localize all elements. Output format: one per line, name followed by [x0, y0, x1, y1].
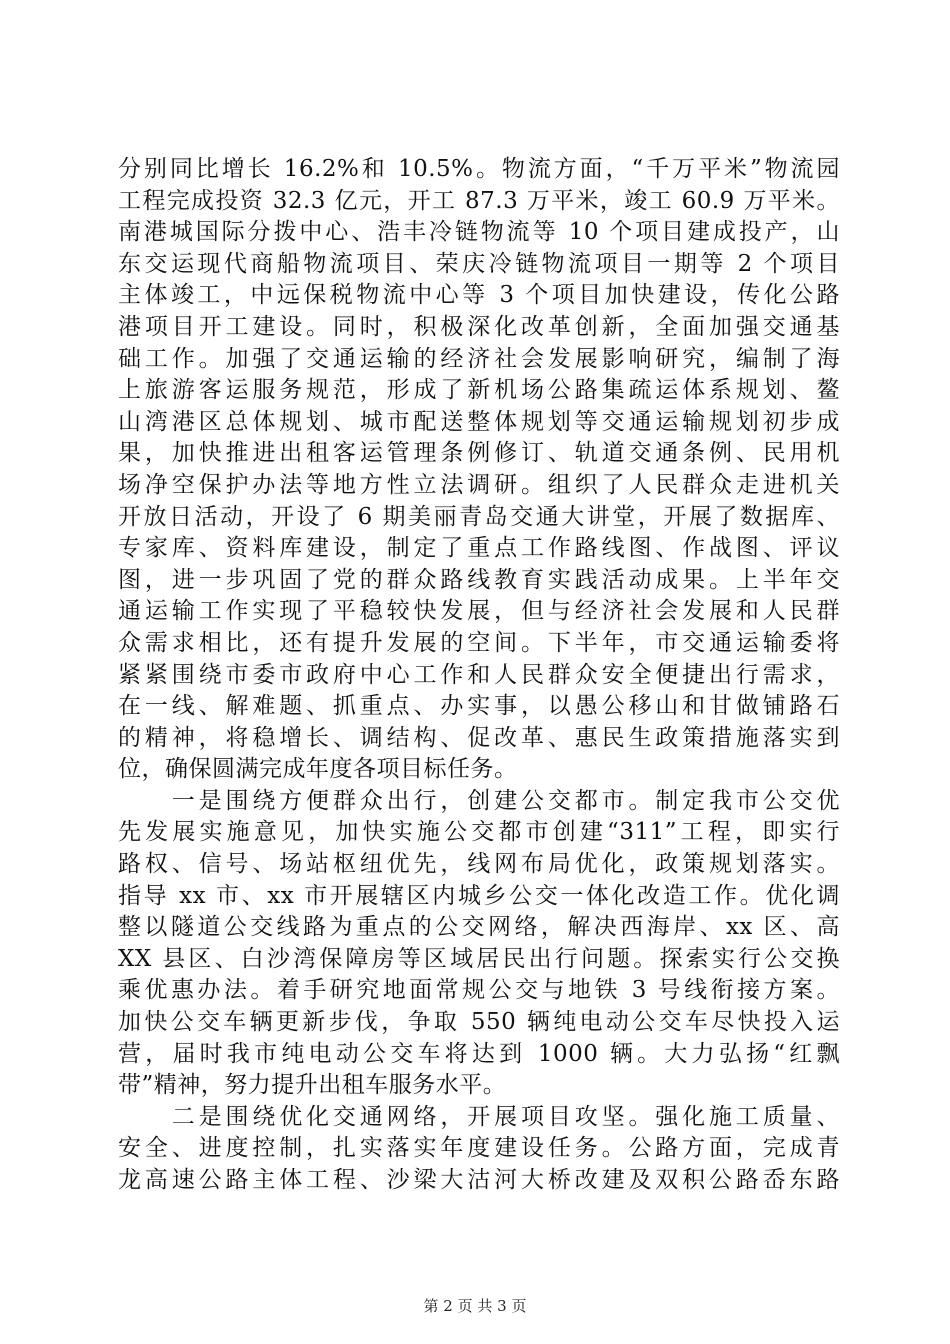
text-line: 路权、信号、场站枢纽优先，线网布局优化，政策规划落实。: [118, 851, 840, 878]
text-line: XX 县区、白沙湾保障房等区域居民出行问题。探索实行公交换: [118, 945, 840, 972]
text-line: 龙高速公路主体工程、沙梁大沽河大桥改建及双积公路岙东路: [118, 1167, 840, 1193]
text-line: 开放日活动，开设了 6 期美丽青岛交通大讲堂，开展了数据库、: [118, 503, 840, 530]
paragraph-first-line: 二是围绕优化交通网络，开展项目攻坚。强化施工质量、: [118, 1103, 840, 1130]
text-line: 图，进一步巩固了党的群众路线教育实践活动成果。上半年交: [118, 566, 840, 593]
text-line: 南港城国际分拨中心、浩丰冷链物流等 10 个项目建成投产，山: [118, 219, 840, 246]
page-number-footer: 第 2 页 共 3 页: [423, 1297, 527, 1315]
text-line: 先发展实施意见，加快实施公交都市创建“311”工程，即实行: [118, 819, 840, 846]
text-line: 营，届时我市纯电动公交车将达到 1000 辆。大力弘扬“红飘: [118, 1040, 840, 1067]
text-line: 主体竣工，中远保税物流中心等 3 个项目加快建设，传化公路: [118, 282, 840, 309]
text-line: 在一线、解难题、抓重点、办实事，以愚公移山和甘做铺路石: [118, 693, 840, 720]
text-line: 整以隧道公交线路为重点的公交网络，解决西海岸、xx 区、高: [118, 914, 840, 941]
text-line: 东交运现代商船物流项目、荣庆冷链物流项目一期等 2 个项目: [118, 250, 840, 277]
text-line: 指导 xx 市、xx 市开展辖区内城乡公交一体化改造工作。优化调: [118, 882, 840, 909]
text-line: 山湾港区总体规划、城市配送整体规划等交通运输规划初步成: [118, 408, 840, 435]
text-line: 专家库、资料库建设，制定了重点工作路线图、作战图、评议: [118, 535, 840, 562]
text-line: 分别同比增长 16.2%和 10.5%。物流方面，“千万平米”物流园: [118, 156, 840, 182]
text-line: 安全、进度控制，扎实落实年度建设任务。公路方面，完成青: [118, 1135, 840, 1162]
text-line: 上旅游客运服务规范，形成了新机场公路集疏运体系规划、鳌: [118, 377, 840, 404]
text-line: 紧紧围绕市委市政府中心工作和人民群众安全便捷出行需求，: [118, 661, 840, 688]
text-line: 工程完成投资 32.3 亿元，开工 87.3 万平米，竣工 60.9 万平米。: [118, 187, 840, 214]
text-line: 的精神，将稳增长、调结构、促改革、惠民生政策措施落实到: [118, 724, 840, 751]
text-line: 加快公交车辆更新步伐，争取 550 辆纯电动公交车尽快投入运: [118, 1009, 840, 1036]
paragraph-end-line: 带”精神，努力提升出租车服务水平。: [118, 1072, 507, 1099]
text-line: 果，加快推进出租客运管理条例修订、轨道交通条例、民用机: [118, 440, 840, 467]
paragraph-first-line: 一是围绕方便群众出行，创建公交都市。制定我市公交优: [118, 787, 840, 814]
text-line: 港项目开工建设。同时，积极深化改革创新，全面加强交通基: [118, 313, 840, 340]
text-line: 众需求相比，还有提升发展的空间。下半年，市交通运输委将: [118, 629, 840, 656]
text-line: 场净空保护办法等地方性立法调研。组织了人民群众走进机关: [118, 471, 840, 498]
text-line: 乘优惠办法。着手研究地面常规公交与地铁 3 号线衔接方案。: [118, 977, 840, 1004]
text-line: 础工作。加强了交通运输的经济社会发展影响研究，编制了海: [118, 345, 840, 372]
paragraph-end-line: 位，确保圆满完成年度各项目标任务。: [118, 756, 518, 783]
text-line: 通运输工作实现了平稳较快发展，但与经济社会发展和人民群: [118, 598, 840, 625]
body-text: [118, 154, 840, 1197]
